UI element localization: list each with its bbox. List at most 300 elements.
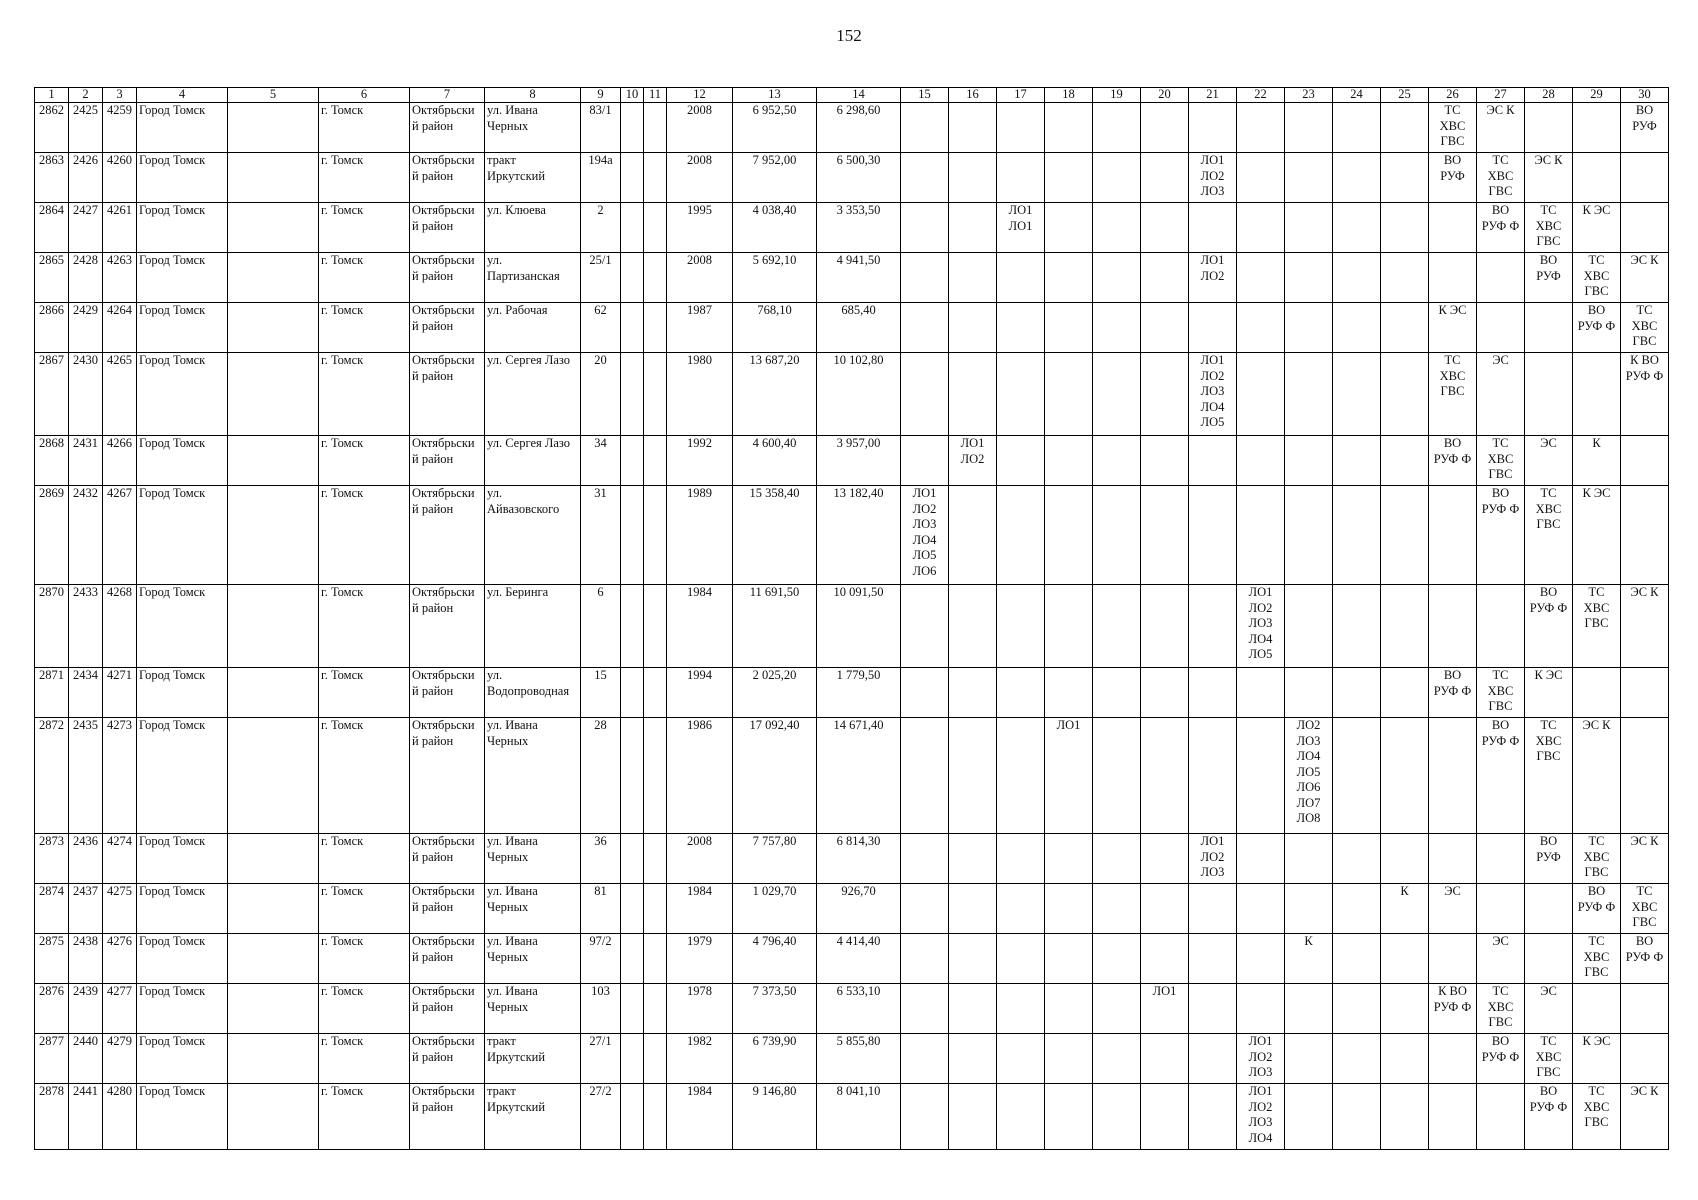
table-cell: ЭС [1477, 934, 1525, 984]
table-cell [901, 834, 949, 884]
table-cell [644, 203, 667, 253]
table-cell: г. Томск [319, 585, 410, 668]
table-cell: 4265 [103, 353, 137, 436]
table-cell: ЛО1 ЛО2 ЛО3 [1189, 834, 1237, 884]
table-cell [1381, 353, 1429, 436]
table-cell: Город Томск [137, 718, 228, 834]
table-cell: 1978 [667, 984, 733, 1034]
table-cell: 2427 [69, 203, 103, 253]
table-cell [621, 884, 644, 934]
table-cell [1045, 103, 1093, 153]
table-cell: Октябрьски й район [410, 585, 485, 668]
table-cell: 4 796,40 [733, 934, 817, 984]
table-cell [228, 718, 319, 834]
table-cell [901, 103, 949, 153]
table-cell [1141, 253, 1189, 303]
table-cell: Город Томск [137, 303, 228, 353]
table-cell [228, 934, 319, 984]
table-cell [1285, 585, 1333, 668]
column-header: 23 [1285, 88, 1333, 103]
table-cell: ВО РУФ Ф [1477, 486, 1525, 585]
table-cell [228, 303, 319, 353]
table-cell [1189, 436, 1237, 486]
table-cell [1141, 934, 1189, 984]
table-cell [949, 1084, 997, 1150]
column-header: 18 [1045, 88, 1093, 103]
column-header: 13 [733, 88, 817, 103]
table-cell [949, 668, 997, 718]
table-cell: К [1573, 436, 1621, 486]
table-cell: К ЭС [1429, 303, 1477, 353]
table-cell [1045, 153, 1093, 203]
table-cell [1093, 934, 1141, 984]
table-cell [1093, 253, 1141, 303]
column-header: 15 [901, 88, 949, 103]
table-cell: 1984 [667, 884, 733, 934]
table-cell: 62 [581, 303, 621, 353]
table-row [35, 486, 1669, 585]
table-cell: 10 091,50 [817, 585, 901, 668]
table-cell: Город Томск [137, 153, 228, 203]
table-cell [1621, 668, 1669, 718]
column-header: 26 [1429, 88, 1477, 103]
table-cell [1429, 834, 1477, 884]
column-header: 7 [410, 88, 485, 103]
table-row [35, 984, 1669, 1034]
table-cell [1189, 668, 1237, 718]
table-cell [1429, 203, 1477, 253]
table-cell [949, 153, 997, 203]
table-cell: ул. Водопроводная [485, 668, 581, 718]
table-cell: ул. Ивана Черных [485, 984, 581, 1034]
table-cell [949, 585, 997, 668]
table-cell: ТС ХВС ГВС [1477, 153, 1525, 203]
table-cell [644, 1084, 667, 1150]
table-cell: г. Томск [319, 203, 410, 253]
table-cell [901, 984, 949, 1034]
table-cell: 1984 [667, 1084, 733, 1150]
table-cell [997, 668, 1045, 718]
table-cell: 2433 [69, 585, 103, 668]
table-cell: 4274 [103, 834, 137, 884]
table-cell: Октябрьски й район [410, 436, 485, 486]
column-header: 20 [1141, 88, 1189, 103]
table-cell [1141, 203, 1189, 253]
table-cell: 2867 [35, 353, 69, 436]
table-cell: ул. Рабочая [485, 303, 581, 353]
table-row [35, 203, 1669, 253]
table-cell [1189, 303, 1237, 353]
table-cell: ЛО1 ЛО1 [997, 203, 1045, 253]
table-cell [949, 486, 997, 585]
table-cell [1477, 834, 1525, 884]
table-cell: 1979 [667, 934, 733, 984]
table-row [35, 585, 1669, 668]
table-cell [997, 303, 1045, 353]
table-cell: 6 952,50 [733, 103, 817, 153]
table-cell: 83/1 [581, 103, 621, 153]
table-cell [997, 585, 1045, 668]
table-cell: Город Томск [137, 436, 228, 486]
table-cell: 1994 [667, 668, 733, 718]
table-cell: 1989 [667, 486, 733, 585]
table-cell: ЭС К [1621, 1084, 1669, 1150]
column-header: 29 [1573, 88, 1621, 103]
table-cell: 2868 [35, 436, 69, 486]
table-cell [621, 153, 644, 203]
table-cell: 4259 [103, 103, 137, 153]
table-cell: 103 [581, 984, 621, 1034]
table-cell [228, 203, 319, 253]
table-cell: Город Томск [137, 668, 228, 718]
table-cell: г. Томск [319, 253, 410, 303]
column-header: 21 [1189, 88, 1237, 103]
table-cell: ЭС [1525, 436, 1573, 486]
table-cell [1189, 934, 1237, 984]
table-cell [997, 884, 1045, 934]
table-cell: г. Томск [319, 303, 410, 353]
table-cell: ЛО1 [1045, 718, 1093, 834]
table-cell: 36 [581, 834, 621, 884]
table-cell [621, 834, 644, 884]
table-cell [621, 303, 644, 353]
table-cell: 6 814,30 [817, 834, 901, 884]
table-cell [644, 1034, 667, 1084]
table-cell [1381, 1034, 1429, 1084]
table-cell [1045, 436, 1093, 486]
table-cell [997, 984, 1045, 1034]
table-cell: 81 [581, 884, 621, 934]
table-cell [1573, 153, 1621, 203]
table-cell: 1984 [667, 585, 733, 668]
table-cell [997, 103, 1045, 153]
table-cell: 31 [581, 486, 621, 585]
table-cell [1429, 585, 1477, 668]
table-cell: 25/1 [581, 253, 621, 303]
table-cell: Октябрьски й район [410, 834, 485, 884]
table-cell [644, 303, 667, 353]
table-cell: 2864 [35, 203, 69, 253]
table-cell: ЭС [1477, 353, 1525, 436]
table-cell [1189, 486, 1237, 585]
table-cell [1189, 103, 1237, 153]
table-cell: 2008 [667, 834, 733, 884]
table-cell: г. Томск [319, 1084, 410, 1150]
table-cell [228, 884, 319, 934]
table-cell [621, 1084, 644, 1150]
table-cell [644, 585, 667, 668]
table-cell [644, 934, 667, 984]
table-cell: 2863 [35, 153, 69, 203]
table-cell [1045, 585, 1093, 668]
table-cell: 27/1 [581, 1034, 621, 1084]
table-cell [644, 718, 667, 834]
table-row [35, 253, 1669, 303]
table-cell: 7 373,50 [733, 984, 817, 1034]
table-cell [1237, 884, 1285, 934]
table-cell [1189, 585, 1237, 668]
table-cell [1093, 153, 1141, 203]
table-cell [1333, 1084, 1381, 1150]
table-cell [1141, 718, 1189, 834]
table-cell: ВО РУФ Ф [1573, 884, 1621, 934]
table-cell [1333, 153, 1381, 203]
table-cell: 4 600,40 [733, 436, 817, 486]
table-cell: ТС ХВС ГВС [1573, 834, 1621, 884]
table-cell [901, 585, 949, 668]
table-cell: 13 687,20 [733, 353, 817, 436]
table-cell: Город Томск [137, 984, 228, 1034]
table-cell: Октябрьски й район [410, 303, 485, 353]
table-cell: Октябрьски й район [410, 984, 485, 1034]
table-cell: Октябрьски й район [410, 103, 485, 153]
table-cell [1573, 103, 1621, 153]
table-row [35, 1084, 1669, 1150]
column-header: 30 [1621, 88, 1669, 103]
table-cell: 1995 [667, 203, 733, 253]
table-cell [1237, 436, 1285, 486]
table-cell: г. Томск [319, 1034, 410, 1084]
table-cell: ул. Ивана Черных [485, 103, 581, 153]
table-cell: 4263 [103, 253, 137, 303]
table-cell [1045, 203, 1093, 253]
table-cell [1189, 1034, 1237, 1084]
table-cell: ТС ХВС ГВС [1429, 103, 1477, 153]
table-cell [228, 984, 319, 1034]
table-cell [901, 1034, 949, 1084]
table-cell [997, 353, 1045, 436]
table-cell: 7 757,80 [733, 834, 817, 884]
table-cell [1045, 253, 1093, 303]
column-header: 12 [667, 88, 733, 103]
table-cell: ЭС К [1621, 585, 1669, 668]
table-cell [1237, 834, 1285, 884]
table-cell: 2429 [69, 303, 103, 353]
table-cell: Октябрьски й район [410, 1034, 485, 1084]
table-cell: ВО РУФ Ф [1477, 718, 1525, 834]
table-cell: 4264 [103, 303, 137, 353]
table-cell [1429, 1034, 1477, 1084]
table-cell: ЛО1 ЛО2 ЛО3 ЛО4 ЛО5 ЛО6 [901, 486, 949, 585]
table-cell [901, 353, 949, 436]
table-cell: ул. Беринга [485, 585, 581, 668]
table-cell: К [1381, 884, 1429, 934]
table-cell [1141, 585, 1189, 668]
table-cell [1285, 1034, 1333, 1084]
table-cell [1333, 668, 1381, 718]
table-cell: 5 855,80 [817, 1034, 901, 1084]
table-cell: Город Томск [137, 253, 228, 303]
table-cell [1333, 934, 1381, 984]
table-cell [1477, 253, 1525, 303]
table-cell: 4 414,40 [817, 934, 901, 984]
table-cell [228, 585, 319, 668]
table-cell [949, 834, 997, 884]
table-cell [1333, 585, 1381, 668]
table-cell [1141, 884, 1189, 934]
table-cell: 2869 [35, 486, 69, 585]
table-cell [1045, 934, 1093, 984]
table-cell: г. Томск [319, 934, 410, 984]
table-cell: ВО РУФ Ф [1525, 585, 1573, 668]
table-cell: 2871 [35, 668, 69, 718]
table-cell [1381, 984, 1429, 1034]
table-cell: 2865 [35, 253, 69, 303]
table-cell: г. Томск [319, 668, 410, 718]
table-cell [1237, 303, 1285, 353]
table-cell [228, 486, 319, 585]
table-cell: ТС ХВС ГВС [1573, 585, 1621, 668]
table-cell [1621, 718, 1669, 834]
table-cell: Октябрьски й район [410, 253, 485, 303]
table-cell: ВО РУФ [1429, 153, 1477, 203]
table-cell [1381, 834, 1429, 884]
table-cell: Октябрьски й район [410, 153, 485, 203]
table-cell [228, 668, 319, 718]
table-cell [1093, 103, 1141, 153]
table-cell [997, 153, 1045, 203]
table-cell [621, 353, 644, 436]
table-cell [949, 103, 997, 153]
table-cell [1141, 353, 1189, 436]
table-cell [1285, 353, 1333, 436]
column-header: 8 [485, 88, 581, 103]
table-cell: 4260 [103, 153, 137, 203]
table-cell [621, 103, 644, 153]
table-cell [1141, 1034, 1189, 1084]
table-cell: 14 671,40 [817, 718, 901, 834]
table-cell: ЛО2 ЛО3 ЛО4 ЛО5 ЛО6 ЛО7 ЛО8 [1285, 718, 1333, 834]
table-cell: 2430 [69, 353, 103, 436]
table-cell: 15 [581, 668, 621, 718]
table-cell: ТС ХВС ГВС [1525, 1034, 1573, 1084]
table-cell [1333, 834, 1381, 884]
column-header: 27 [1477, 88, 1525, 103]
table-cell: ЭС К [1573, 718, 1621, 834]
table-cell [228, 103, 319, 153]
table-cell: 2878 [35, 1084, 69, 1150]
table-cell: 4268 [103, 585, 137, 668]
table-row [35, 834, 1669, 884]
table-cell [1045, 834, 1093, 884]
table-cell: тракт Иркутский [485, 153, 581, 203]
table-cell [644, 834, 667, 884]
column-header: 2 [69, 88, 103, 103]
table-cell: ВО РУФ [1525, 834, 1573, 884]
table-cell: ТС ХВС ГВС [1621, 303, 1669, 353]
table-cell: тракт Иркутский [485, 1084, 581, 1150]
table-cell [901, 668, 949, 718]
table-cell: Октябрьски й район [410, 203, 485, 253]
table-cell [1573, 668, 1621, 718]
table-cell [1477, 884, 1525, 934]
table-cell [901, 718, 949, 834]
table-cell [901, 884, 949, 934]
table-cell: 6 533,10 [817, 984, 901, 1034]
table-cell: 4276 [103, 934, 137, 984]
table-cell [1477, 585, 1525, 668]
column-header: 9 [581, 88, 621, 103]
page-number: 152 [836, 26, 862, 45]
table-cell: ЛО1 ЛО2 ЛО3 [1237, 1034, 1285, 1084]
table-cell: Октябрьски й район [410, 353, 485, 436]
table-cell [1093, 718, 1141, 834]
table-cell: ЭС К [1525, 153, 1573, 203]
table-cell: 17 092,40 [733, 718, 817, 834]
table-cell: ТС ХВС ГВС [1525, 486, 1573, 585]
table-cell: 2 [581, 203, 621, 253]
table-cell [997, 486, 1045, 585]
table-cell [949, 253, 997, 303]
table-cell: 2426 [69, 153, 103, 203]
column-header: 24 [1333, 88, 1381, 103]
table-cell [1237, 934, 1285, 984]
table-cell [1093, 353, 1141, 436]
table-cell: Октябрьски й район [410, 718, 485, 834]
table-cell: ЛО1 ЛО2 ЛО3 ЛО4 ЛО5 [1189, 353, 1237, 436]
table-cell [1381, 153, 1429, 203]
table-cell: ТС ХВС ГВС [1525, 718, 1573, 834]
table-cell [1525, 353, 1573, 436]
table-cell [1285, 153, 1333, 203]
table-cell: ВО РУФ Ф [1477, 203, 1525, 253]
table-cell [1093, 884, 1141, 934]
table-cell: ВО РУФ [1525, 253, 1573, 303]
table-cell: г. Томск [319, 834, 410, 884]
table-cell [949, 303, 997, 353]
table-cell [621, 718, 644, 834]
table-cell: 2866 [35, 303, 69, 353]
table-cell: ул. Ивана Черных [485, 834, 581, 884]
table-cell: 4273 [103, 718, 137, 834]
table-header [35, 88, 1669, 103]
table-cell [1429, 253, 1477, 303]
table-cell: г. Томск [319, 353, 410, 436]
table-cell [1333, 103, 1381, 153]
table-cell [1333, 718, 1381, 834]
table-cell: ул. Сергея Лазо [485, 353, 581, 436]
table-cell [1093, 1034, 1141, 1084]
table-cell [1141, 103, 1189, 153]
table-cell: г. Томск [319, 436, 410, 486]
table-cell: ВО РУФ Ф [1477, 1034, 1525, 1084]
table-cell: 10 102,80 [817, 353, 901, 436]
table-cell: ЭС [1525, 984, 1573, 1034]
table-cell: К ВО РУФ Ф [1429, 984, 1477, 1034]
table-cell [1045, 884, 1093, 934]
table-cell [1093, 668, 1141, 718]
table-cell [901, 303, 949, 353]
table-cell [1381, 486, 1429, 585]
table-cell [1189, 984, 1237, 1034]
table-cell: 28 [581, 718, 621, 834]
table-cell: ул. Ивана Черных [485, 884, 581, 934]
column-header: 4 [137, 88, 228, 103]
data-table [34, 87, 1669, 1150]
table-cell [949, 984, 997, 1034]
table-cell [949, 353, 997, 436]
table-cell [644, 153, 667, 203]
table-row [35, 353, 1669, 436]
table-row [35, 884, 1669, 934]
table-cell [997, 934, 1045, 984]
table-cell [1381, 103, 1429, 153]
table-cell: ВО РУФ Ф [1429, 436, 1477, 486]
table-cell: 2008 [667, 153, 733, 203]
table-row [35, 718, 1669, 834]
table-cell: 2876 [35, 984, 69, 1034]
table-cell [1045, 353, 1093, 436]
